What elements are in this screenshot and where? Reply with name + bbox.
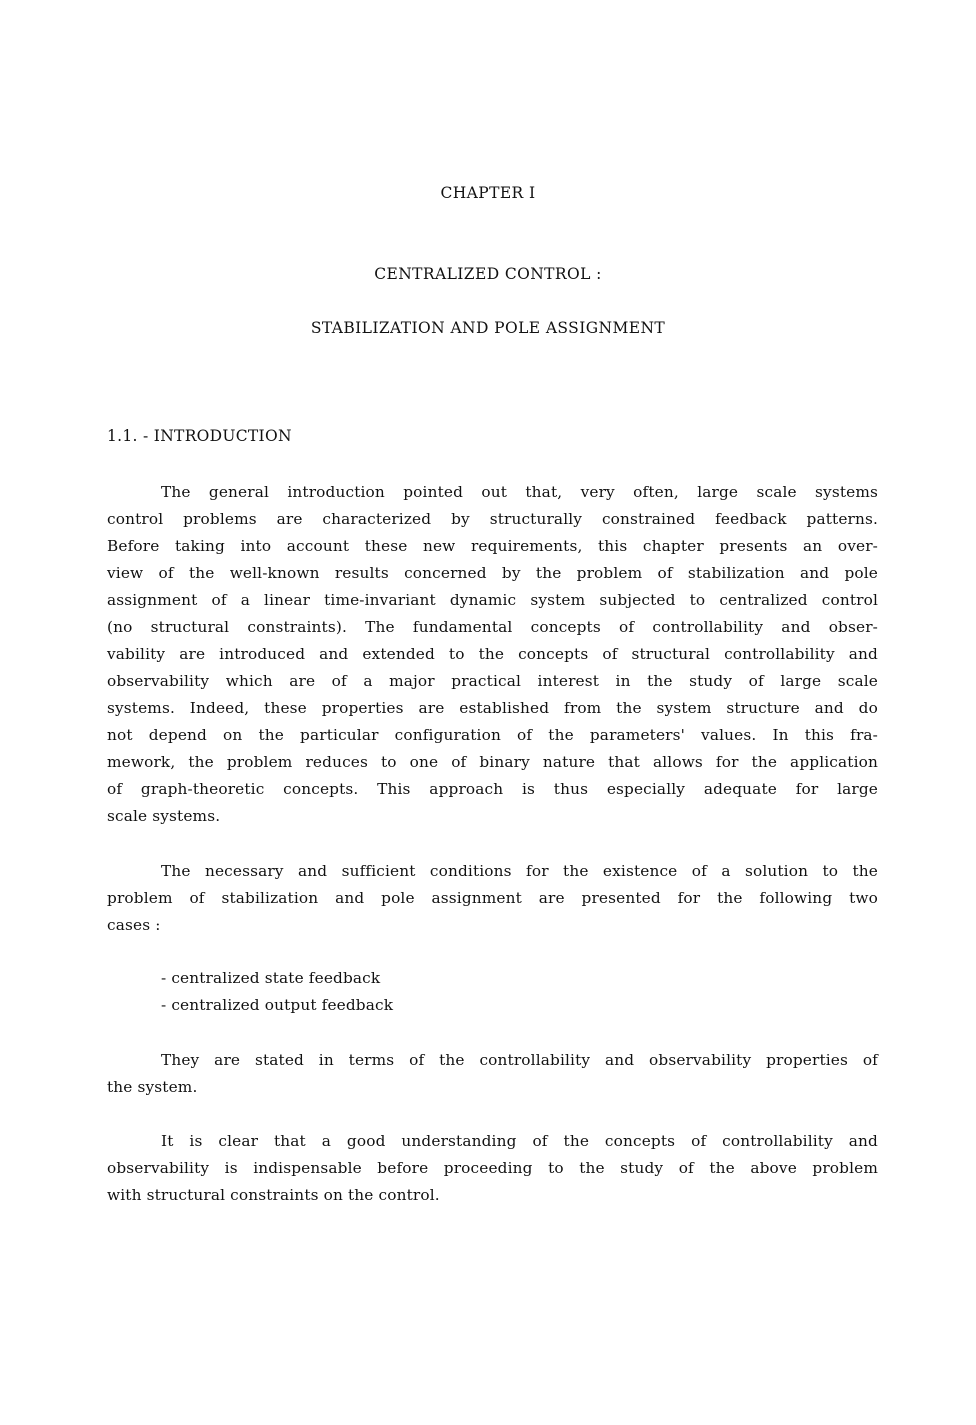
paragraph-line: scale systems. [107,807,221,825]
paragraph-line: cases : [107,916,161,934]
chapter-title-line2: STABILIZATION AND POLE ASSIGNMENT [310,319,666,337]
paragraph-line: with structural constraints on the control. [107,1186,440,1204]
paragraph-intro [107,479,878,830]
paragraph-line: The necessary and sufficient conditions for the existence of a solution to the [161,862,878,880]
paragraph-line: view of the well-known results concerned by the problem of stabilization and pole [107,564,878,582]
paragraph-line: The general introduction pointed out that, very often, large scale systems [161,483,878,501]
paragraph-line: observability which are of a major practical interest in the study of large scale [107,672,878,690]
paragraph-understanding [107,1128,878,1209]
paragraph-stated [107,1047,878,1101]
paragraph-line: It is clear that a good understanding of the concepts of controllability and [161,1132,878,1150]
chapter-label: CHAPTER I [440,184,536,202]
paragraph-line: vability are introduced and extended to the concepts of structural controllability and [107,645,878,663]
paragraph-line: of graph-theoretic concepts. This approach is thus especially adequate for large [107,780,878,798]
paragraph-line: mework, the problem reduces to one of binary nature that allows for the application [107,753,878,771]
paragraph-conditions [107,858,878,939]
paragraph-line: observability is indispensable before proceeding to the study of the above problem [107,1159,878,1177]
paragraph-line: control problems are characterized by structurally constrained feedback patterns. [107,510,878,528]
list-item: - centralized output feedback [161,996,394,1014]
paragraph-line: (no structural constraints). The fundamental concepts of controllability and obser- [107,618,878,636]
paragraph-line: Before taking into account these new requirements, this chapter presents an over- [107,537,878,555]
paragraph-line: assignment of a linear time-invariant dynamic system subjected to centralized control [107,591,878,609]
paragraph-line: not depend on the particular configuration of the parameters' values. In this fra- [107,726,878,744]
section-title: 1.1. - INTRODUCTION [107,427,292,445]
list-item: - centralized state feedback [161,969,381,987]
chapter-title-line1: CENTRALIZED CONTROL : [374,265,602,283]
paragraph-line: problem of stabilization and pole assignment are presented for the following two [107,889,878,907]
paragraph-line: systems. Indeed, these properties are established from the system structure and do [107,699,878,717]
paragraph-line: They are stated in terms of the controllability and observability properties of [161,1051,878,1069]
cases-list [161,965,393,1019]
paragraph-line: the system. [107,1078,198,1096]
